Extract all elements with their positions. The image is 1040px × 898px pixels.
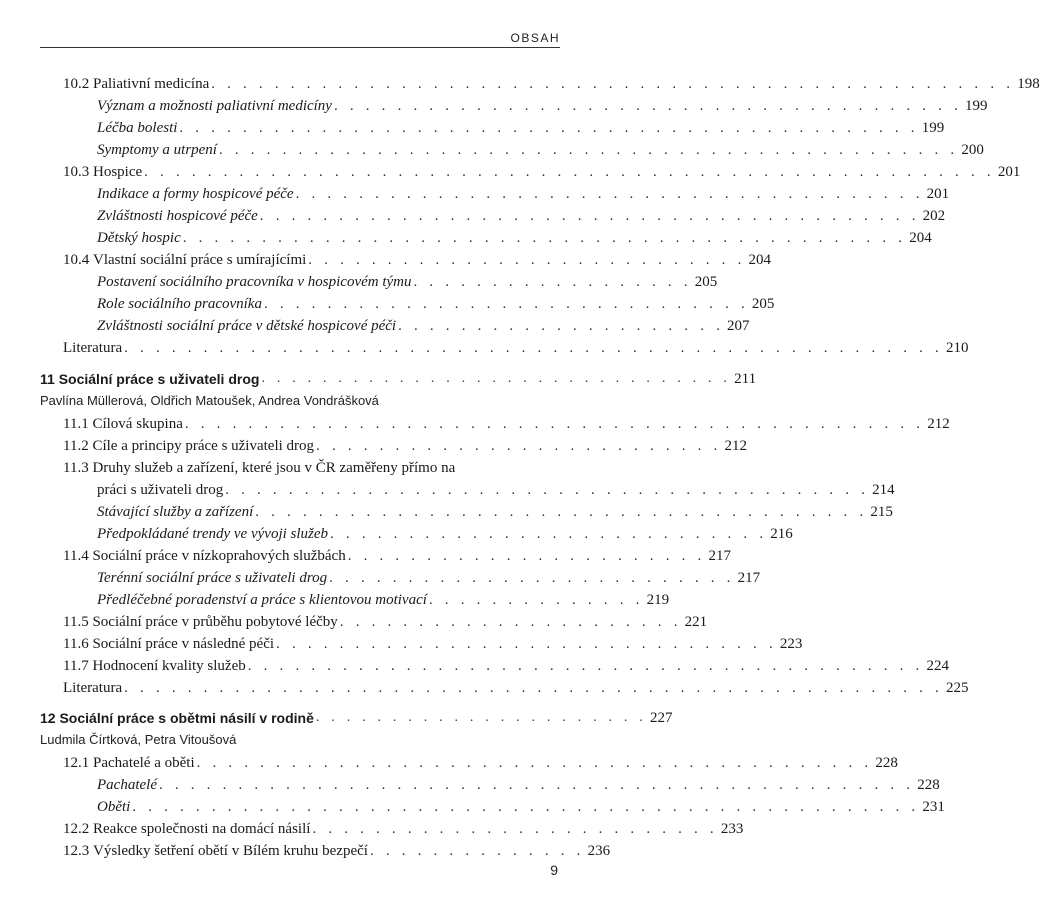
entry-page: 223 [779, 636, 803, 652]
section-number: 10.3 [63, 164, 93, 180]
leader-dots: . . . . . . . . . . . . . . . . . . . . . . . . . . . . . . . . . . . . . . . . . . . . . . [182, 230, 907, 246]
toc-chapter-11[interactable] [40, 366, 757, 388]
section-number: 11.5 [63, 614, 93, 630]
chapter-number: 12 [40, 710, 60, 726]
toc-entry-11-4[interactable] [40, 543, 731, 565]
entry-page: 231 [922, 799, 945, 815]
section-number: 11.4 [63, 548, 93, 564]
entry-title: Sociální práce v následné péči [92, 636, 275, 652]
toc-subentry[interactable] [40, 772, 940, 794]
leader-dots: . . . . . . . . . . . . . . . . . . . . . . . . . . . . . . . . [276, 636, 777, 652]
entry-page: 236 [587, 843, 611, 859]
entry-title: Předléčebné poradenství a práce s klientovou motivací [97, 592, 427, 608]
entry-title: Hospice [93, 164, 143, 180]
entry-page: 212 [927, 416, 950, 432]
entry-page: 219 [646, 592, 670, 608]
entry-title: Stávající služby a zařízení [97, 504, 254, 520]
leader-dots: . . . . . . . . . . . . . . [369, 843, 585, 859]
chapter-title: Sociální práce s uživateli drog [58, 371, 260, 387]
entry-title: Oběti [97, 799, 131, 815]
entry-page: 204 [909, 230, 932, 246]
entry-page: 228 [875, 755, 898, 771]
entry-title: Zvláštnosti hospicové péče [97, 208, 258, 224]
entry-page: 211 [734, 371, 757, 387]
leader-dots: . . . . . . . . . . . . . . . . . . . . . . [339, 614, 682, 630]
entry-page: 228 [917, 777, 940, 793]
entry-page: 233 [720, 821, 744, 837]
leader-dots: . . . . . . . . . . . . . . . . . . . . . . . . . . . . . . . . . . . . . . . . . . . [247, 658, 924, 674]
entry-page: 212 [724, 438, 747, 454]
leader-dots: . . . . . . . . . . . . . . . . . . . . . . . . . . . . . . . . . . . . . . . . . . . . . . . . . . . . . . [144, 164, 995, 180]
toc-subentry[interactable] [40, 499, 893, 521]
leader-dots: . . . . . . . . . . . . . . . . . . . . . . . . . . . . . . . . . . . . . . . . . . . . . . . . . . . . [124, 340, 943, 356]
leader-dots: . . . . . . . . . . . . . . . . . . . . . . . . . . . . . . . [263, 296, 749, 312]
toc-subentry[interactable] [40, 137, 984, 159]
toc-subentry[interactable] [40, 181, 950, 203]
toc-entry-10-2[interactable] [40, 71, 1040, 93]
leader-dots: . . . . . . . . . . . . . . . . . . . . . . . . . . . . [330, 526, 768, 542]
leader-dots: . . . . . . . . . . . . . . [428, 592, 644, 608]
section-number: 11.2 [63, 438, 93, 454]
entry-page: 201 [926, 186, 950, 202]
leader-dots: . . . . . . . . . . . . . . . . . . . . . . . [347, 548, 706, 564]
toc-entry-11-5[interactable] [40, 609, 708, 631]
entry-page: 214 [872, 482, 895, 498]
section-number: 12.3 [63, 843, 93, 859]
leader-dots: . . . . . . . . . . . . . . . . . . . . . . . . . . . . . . . [261, 371, 732, 386]
entry-title: Cíle a principy práce s uživateli drog [92, 438, 315, 454]
entry-title: Reakce společnosti na domácí násilí [93, 821, 311, 837]
entry-page: 217 [708, 548, 731, 564]
entry-page: 200 [961, 142, 984, 158]
entry-page: 205 [694, 274, 718, 290]
entry-page: 225 [946, 680, 969, 696]
entry-page: 221 [684, 614, 708, 630]
chapter-authors: Pavlína Müllerová, Oldřich Matoušek, Andrea Vondrášková [40, 393, 379, 408]
toc-entry-10-4[interactable] [40, 247, 772, 269]
leader-dots: . . . . . . . . . . . . . . . . . . . . . . . . . . . . . . . . . . . . . . . [255, 504, 868, 520]
entry-title: Symptomy a utrpení [97, 142, 217, 158]
entry-page: 204 [748, 252, 772, 268]
leader-dots: . . . . . . . . . . . . . . . . . . . . . . . . . . . . . . . . . . . . . . . . . . . [196, 755, 873, 771]
leader-dots: . . . . . . . . . . . . . . . . . . . . . . . . . . . . . . . . . . . . . . . . . [225, 482, 870, 498]
entry-title: Cílová skupina [92, 416, 183, 432]
entry-page: 202 [922, 208, 946, 224]
toc-entry-12-1[interactable] [40, 750, 898, 772]
page-number: 9 [550, 862, 558, 878]
section-number: 11.1 [63, 416, 93, 432]
entry-title: Vlastní sociální práce s umírajícími [93, 252, 307, 268]
entry-title: Léčba bolesti [97, 120, 178, 136]
leader-dots: . . . . . . . . . . . . . . . . . . [413, 274, 692, 290]
leader-dots: . . . . . . . . . . . . . . . . . . . . . . . . . . . . . . . . . . . . . . . . . . . . . . . [179, 120, 919, 136]
entry-title: Postavení sociálního pracovníka v hospicovém týmu [97, 274, 412, 290]
toc-entry-11-1[interactable] [40, 411, 950, 433]
chapter-number: 11 [40, 371, 59, 387]
entry-page: 227 [650, 710, 673, 726]
entry-page: 215 [870, 504, 893, 520]
entry-title: Pachatelé a oběti [93, 755, 195, 771]
entry-title: Výsledky šetření obětí v Bílém kruhu bezpečí [93, 843, 368, 859]
toc-subentry[interactable] [40, 794, 945, 816]
entry-title: Paliativní medicína [93, 76, 210, 92]
toc-subentry[interactable] [40, 587, 670, 609]
entry-page: 205 [751, 296, 775, 312]
toc-subentry[interactable] [40, 521, 793, 543]
toc-entry-11-3-cont[interactable] [40, 477, 895, 499]
toc-entry-11-6[interactable] [40, 631, 803, 653]
toc-entry-11-7[interactable] [40, 653, 949, 675]
entry-page: 224 [926, 658, 949, 674]
entry-title: Terénní sociální práce s uživateli drog [97, 570, 328, 586]
section-number: 10.2 [63, 76, 93, 92]
entry-page: 201 [997, 164, 1021, 180]
leader-dots: . . . . . . . . . . . . . . . . . . . . . . . . . . [329, 570, 735, 586]
toc-subentry[interactable] [40, 115, 945, 137]
entry-page: 199 [965, 98, 988, 114]
entry-title: Literatura [63, 680, 123, 696]
leader-dots: . . . . . . . . . . . . . . . . . . . . . . . . . . . . . . . . . . . . . . . . . . [259, 208, 920, 224]
leader-dots: . . . . . . . . . . . . . . . . . . . . . . [315, 710, 647, 725]
entry-page: 207 [727, 318, 750, 334]
leader-dots: . . . . . . . . . . . . . . . . . . . . . . . . . . . . . . . . . . . . . . . . . . . . . . . [218, 142, 959, 158]
leader-dots: . . . . . . . . . . . . . . . . . . . . . . . . . . [312, 821, 718, 837]
entry-page: 199 [921, 120, 945, 136]
toc-literatura[interactable] [40, 675, 969, 697]
entry-title: Zvláštnosti sociální práce v dětské hospicové péči [97, 318, 397, 334]
section-number: 11.3 [63, 460, 93, 476]
entry-title: Sociální práce v nízkoprahových službách [92, 548, 346, 564]
chapter-title: Sociální práce s obětmi násilí v rodině [59, 710, 314, 726]
toc-subentry[interactable] [40, 313, 750, 335]
leader-dots: . . . . . . . . . . . . . . . . . . . . . . . . . . . . . . . . . . . . . . . . . . . . . . . . . . [132, 799, 920, 815]
section-number: 11.7 [63, 658, 93, 674]
leader-dots: . . . . . . . . . . . . . . . . . . . . . . . . . . . . . . . . . . . . . . . . . . . . . . . . . . . [211, 76, 1015, 92]
entry-title: Význam a možnosti paliativní medicíny [97, 98, 332, 114]
entry-page: 210 [946, 340, 969, 356]
toc-subentry[interactable] [40, 269, 718, 291]
toc-literatura[interactable] [40, 335, 969, 357]
toc-entry-10-3[interactable] [40, 159, 1021, 181]
toc-subentry[interactable] [40, 565, 761, 587]
toc-entry-11-3[interactable] [40, 455, 560, 477]
toc-entry-12-2[interactable] [40, 816, 744, 838]
entry-title: Hodnocení kvality služeb [92, 658, 246, 674]
toc-subentry[interactable] [40, 203, 946, 225]
header-rule [40, 47, 560, 48]
entry-page: 216 [770, 526, 793, 542]
entry-title: Předpokládané trendy ve vývoji služeb [97, 526, 329, 542]
toc-entry-12-3[interactable] [40, 838, 611, 860]
entry-title: Dětský hospic [97, 230, 181, 246]
leader-dots: . . . . . . . . . . . . . . . . . . . . . [398, 318, 725, 334]
section-number: 10.4 [63, 252, 93, 268]
entry-title: Indikace a formy hospicové péče [97, 186, 294, 202]
entry-title: Sociální práce v průběhu pobytové léčby [92, 614, 338, 630]
entry-title: Druhy služeb a zařízení, které jsou v ČR zaměřeny přímo na [92, 460, 456, 476]
entry-title: Pachatelé [97, 777, 157, 793]
entry-title: Literatura [63, 340, 123, 356]
leader-dots: . . . . . . . . . . . . . . . . . . . . . . . . . . . . . . . . . . . . . . . . [295, 186, 924, 202]
toc-chapter-12[interactable] [40, 705, 673, 727]
leader-dots: . . . . . . . . . . . . . . . . . . . . . . . . . . . . . . . . . . . . . . . . . . . . . . . . . . . . [124, 680, 943, 696]
leader-dots: . . . . . . . . . . . . . . . . . . . . . . . . . . . . . . . . . . . . . . . . [333, 98, 963, 114]
toc-subentry[interactable] [40, 225, 932, 247]
section-number: 12.2 [63, 821, 93, 837]
toc-entry-11-2[interactable] [40, 433, 747, 455]
leader-dots: . . . . . . . . . . . . . . . . . . . . . . . . . . . . [308, 252, 746, 268]
leader-dots: . . . . . . . . . . . . . . . . . . . . . . . . . . [316, 438, 722, 454]
leader-dots: . . . . . . . . . . . . . . . . . . . . . . . . . . . . . . . . . . . . . . . . . . . . . . . [184, 416, 925, 432]
section-number: 12.1 [63, 755, 93, 771]
toc-subentry[interactable] [40, 291, 775, 313]
section-number: 11.6 [63, 636, 93, 652]
running-header: OBSAH [510, 31, 560, 45]
entry-title: Role sociálního pracovníka [97, 296, 262, 312]
leader-dots: . . . . . . . . . . . . . . . . . . . . . . . . . . . . . . . . . . . . . . . . . . . . . . . . [158, 777, 915, 793]
entry-page: 217 [737, 570, 761, 586]
chapter-authors: Ludmila Čírtková, Petra Vitoušová [40, 732, 237, 747]
entry-page: 198 [1017, 76, 1040, 92]
toc-subentry[interactable] [40, 93, 988, 115]
entry-title: práci s uživateli drog [97, 482, 224, 498]
